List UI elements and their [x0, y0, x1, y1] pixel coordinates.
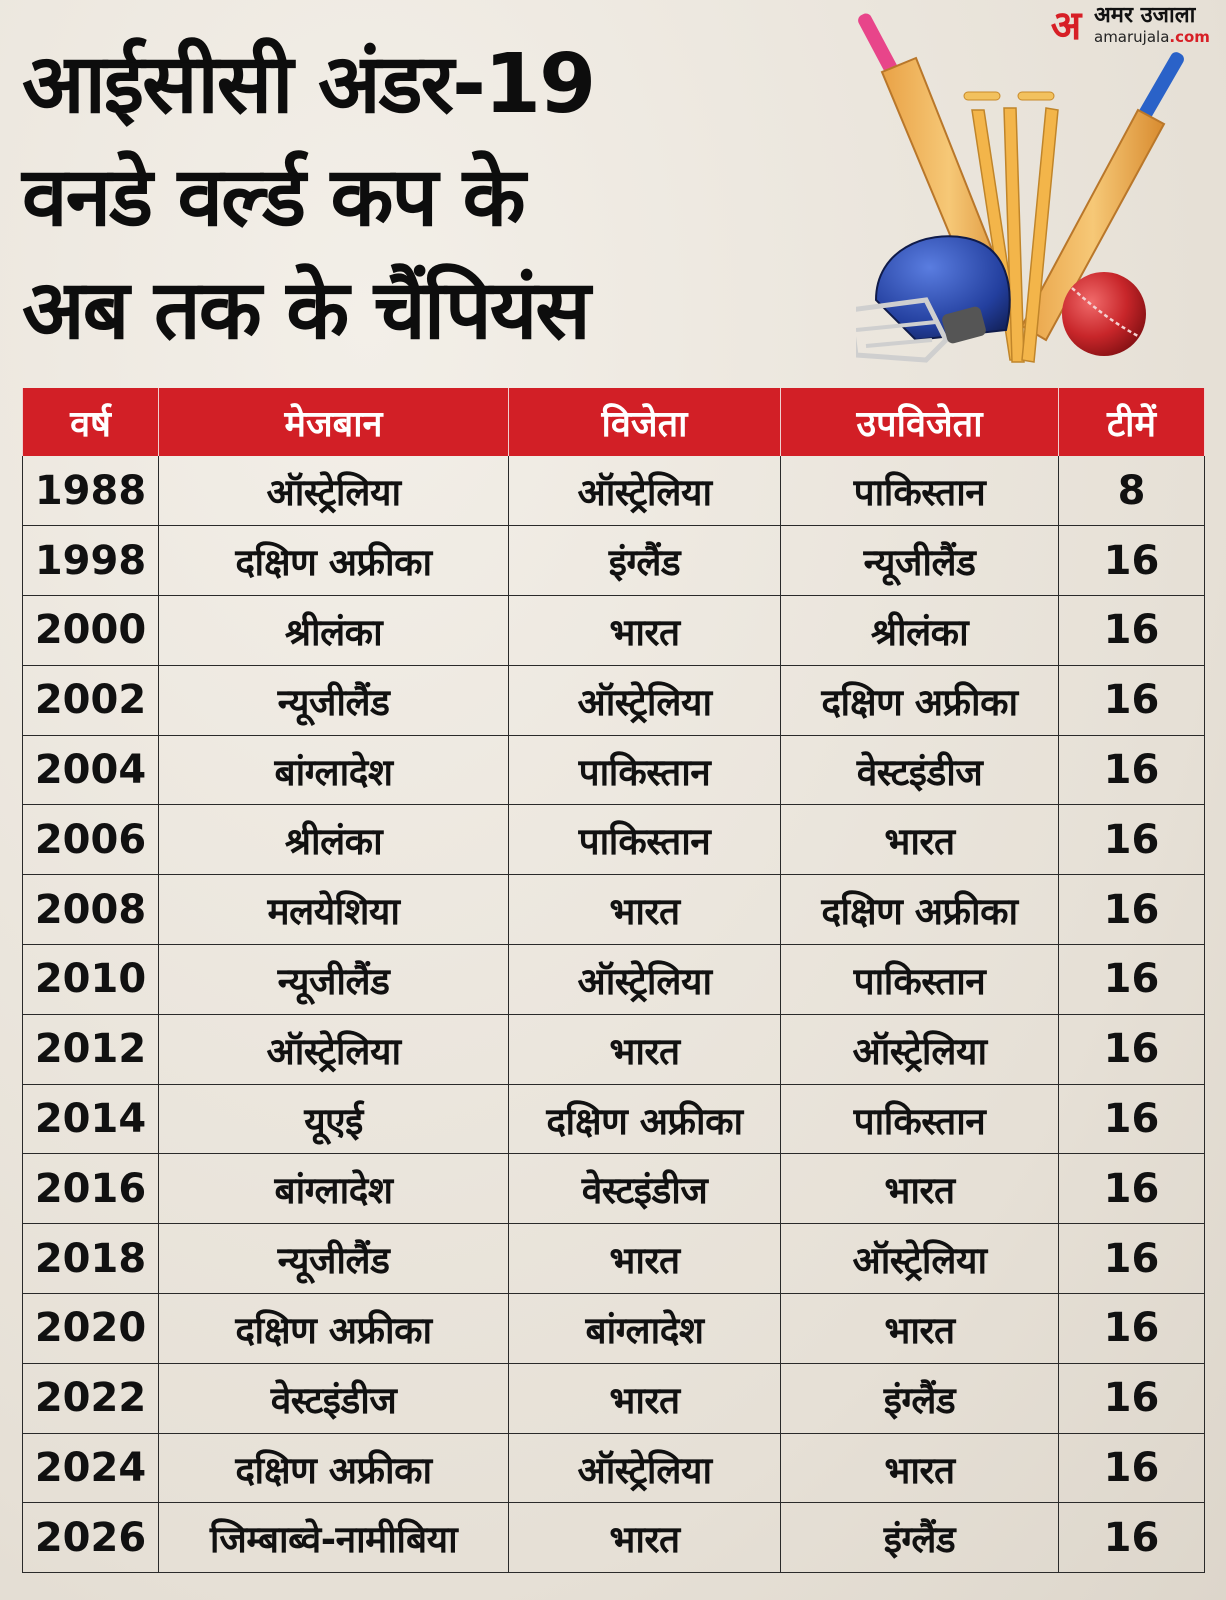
runner-up-cell: न्यूजीलैंड — [781, 526, 1059, 596]
year-cell: 2004 — [23, 735, 159, 805]
runner-up-cell: भारत — [781, 805, 1059, 875]
winner-cell: भारत — [509, 1503, 781, 1573]
logo-name: अमर उजाला — [1094, 3, 1196, 28]
title-line-2: वनडे वर्ल्ड कप के — [22, 150, 524, 245]
teams-cell: 16 — [1059, 1084, 1205, 1154]
title-line-3: अब तक के चैंपियंस — [22, 263, 589, 358]
year-cell: 2024 — [23, 1433, 159, 1503]
logo-url-prefix: amarujala — [1094, 28, 1170, 46]
table-row — [23, 596, 1205, 666]
teams-cell: 16 — [1059, 1154, 1205, 1224]
runner-up-cell: दक्षिण अफ्रीका — [781, 875, 1059, 945]
cricket-ball-icon — [1062, 272, 1146, 356]
runner-up-cell: भारत — [781, 1433, 1059, 1503]
host-cell: बांग्लादेश — [159, 735, 509, 805]
helmet-icon — [856, 236, 1010, 360]
runner-up-cell: इंग्लैंड — [781, 1503, 1059, 1573]
year-cell: 2000 — [23, 596, 159, 666]
year-cell: 2010 — [23, 945, 159, 1015]
runner-up-cell: ऑस्ट्रेलिया — [781, 1224, 1059, 1294]
host-cell: श्रीलंका — [159, 805, 509, 875]
header-host: मेजबान — [159, 388, 509, 456]
host-cell: दक्षिण अफ्रीका — [159, 1294, 509, 1364]
host-cell: दक्षिण अफ्रीका — [159, 1433, 509, 1503]
winner-cell: वेस्टइंडीज — [509, 1154, 781, 1224]
year-cell: 2008 — [23, 875, 159, 945]
winner-cell: बांग्लादेश — [509, 1294, 781, 1364]
winner-cell: पाकिस्तान — [509, 805, 781, 875]
title-line-1: आईसीसी अंडर-19 — [22, 37, 595, 132]
winner-cell: पाकिस्तान — [509, 735, 781, 805]
host-cell: बांग्लादेश — [159, 1154, 509, 1224]
winner-cell: ऑस्ट्रेलिया — [509, 945, 781, 1015]
runner-up-cell: दक्षिण अफ्रीका — [781, 665, 1059, 735]
host-cell: श्रीलंका — [159, 596, 509, 666]
runner-up-cell: ऑस्ट्रेलिया — [781, 1014, 1059, 1084]
year-cell: 2012 — [23, 1014, 159, 1084]
winner-cell: भारत — [509, 1363, 781, 1433]
table-row — [23, 805, 1205, 875]
year-cell: 1988 — [23, 456, 159, 526]
teams-cell: 16 — [1059, 1503, 1205, 1573]
header-year: वर्ष — [23, 388, 159, 456]
teams-cell: 16 — [1059, 526, 1205, 596]
teams-cell: 16 — [1059, 596, 1205, 666]
winner-cell: इंग्लैंड — [509, 526, 781, 596]
winner-cell: भारत — [509, 1014, 781, 1084]
teams-cell: 16 — [1059, 805, 1205, 875]
table-row — [23, 1433, 1205, 1503]
winner-cell: दक्षिण अफ्रीका — [509, 1084, 781, 1154]
runner-up-cell: पाकिस्तान — [781, 1084, 1059, 1154]
year-cell: 2006 — [23, 805, 159, 875]
host-cell: मलयेशिया — [159, 875, 509, 945]
winner-cell: भारत — [509, 875, 781, 945]
cricket-illustration — [856, 10, 1216, 380]
year-cell: 2014 — [23, 1084, 159, 1154]
runner-up-cell: इंग्लैंड — [781, 1363, 1059, 1433]
runner-up-cell: भारत — [781, 1294, 1059, 1364]
champions-table — [22, 388, 1205, 1573]
table-row — [23, 1224, 1205, 1294]
teams-cell: 16 — [1059, 1433, 1205, 1503]
winner-cell: ऑस्ट्रेलिया — [509, 1433, 781, 1503]
table-row — [23, 1363, 1205, 1433]
table-row — [23, 1014, 1205, 1084]
table-row — [23, 456, 1205, 526]
host-cell: ऑस्ट्रेलिया — [159, 1014, 509, 1084]
teams-cell: 16 — [1059, 1224, 1205, 1294]
runner-up-cell: वेस्टइंडीज — [781, 735, 1059, 805]
host-cell: न्यूजीलैंड — [159, 1224, 509, 1294]
year-cell: 2026 — [23, 1503, 159, 1573]
logo-url-suffix: .com — [1169, 28, 1210, 46]
header-runner-up: उपविजेता — [781, 388, 1059, 456]
table-row — [23, 665, 1205, 735]
year-cell: 1998 — [23, 526, 159, 596]
table-row — [23, 1154, 1205, 1224]
table-row — [23, 945, 1205, 1015]
teams-cell: 16 — [1059, 1294, 1205, 1364]
winner-cell: ऑस्ट्रेलिया — [509, 665, 781, 735]
table-header-row — [23, 388, 1205, 456]
host-cell: न्यूजीलैंड — [159, 665, 509, 735]
winner-cell: ऑस्ट्रेलिया — [509, 456, 781, 526]
host-cell: जिम्बाब्वे-नामीबिया — [159, 1503, 509, 1573]
logo-mark: अ — [1050, 3, 1082, 49]
host-cell: यूएई — [159, 1084, 509, 1154]
runner-up-cell: पाकिस्तान — [781, 456, 1059, 526]
table-row — [23, 1294, 1205, 1364]
runner-up-cell: श्रीलंका — [781, 596, 1059, 666]
teams-cell: 16 — [1059, 665, 1205, 735]
year-cell: 2018 — [23, 1224, 159, 1294]
year-cell: 2020 — [23, 1294, 159, 1364]
page-title — [22, 28, 822, 367]
teams-cell: 16 — [1059, 945, 1205, 1015]
table-row — [23, 526, 1205, 596]
host-cell: दक्षिण अफ्रीका — [159, 526, 509, 596]
host-cell: वेस्टइंडीज — [159, 1363, 509, 1433]
teams-cell: 16 — [1059, 735, 1205, 805]
header-teams: टीमें — [1059, 388, 1205, 456]
winner-cell: भारत — [509, 1224, 781, 1294]
year-cell: 2016 — [23, 1154, 159, 1224]
teams-cell: 16 — [1059, 875, 1205, 945]
table-row — [23, 875, 1205, 945]
host-cell: न्यूजीलैंड — [159, 945, 509, 1015]
table-row — [23, 1084, 1205, 1154]
teams-cell: 8 — [1059, 456, 1205, 526]
winner-cell: भारत — [509, 596, 781, 666]
table-row — [23, 1503, 1205, 1573]
teams-cell: 16 — [1059, 1363, 1205, 1433]
teams-cell: 16 — [1059, 1014, 1205, 1084]
host-cell: ऑस्ट्रेलिया — [159, 456, 509, 526]
year-cell: 2002 — [23, 665, 159, 735]
runner-up-cell: भारत — [781, 1154, 1059, 1224]
runner-up-cell: पाकिस्तान — [781, 945, 1059, 1015]
header-winner: विजेता — [509, 388, 781, 456]
table-row — [23, 735, 1205, 805]
year-cell: 2022 — [23, 1363, 159, 1433]
